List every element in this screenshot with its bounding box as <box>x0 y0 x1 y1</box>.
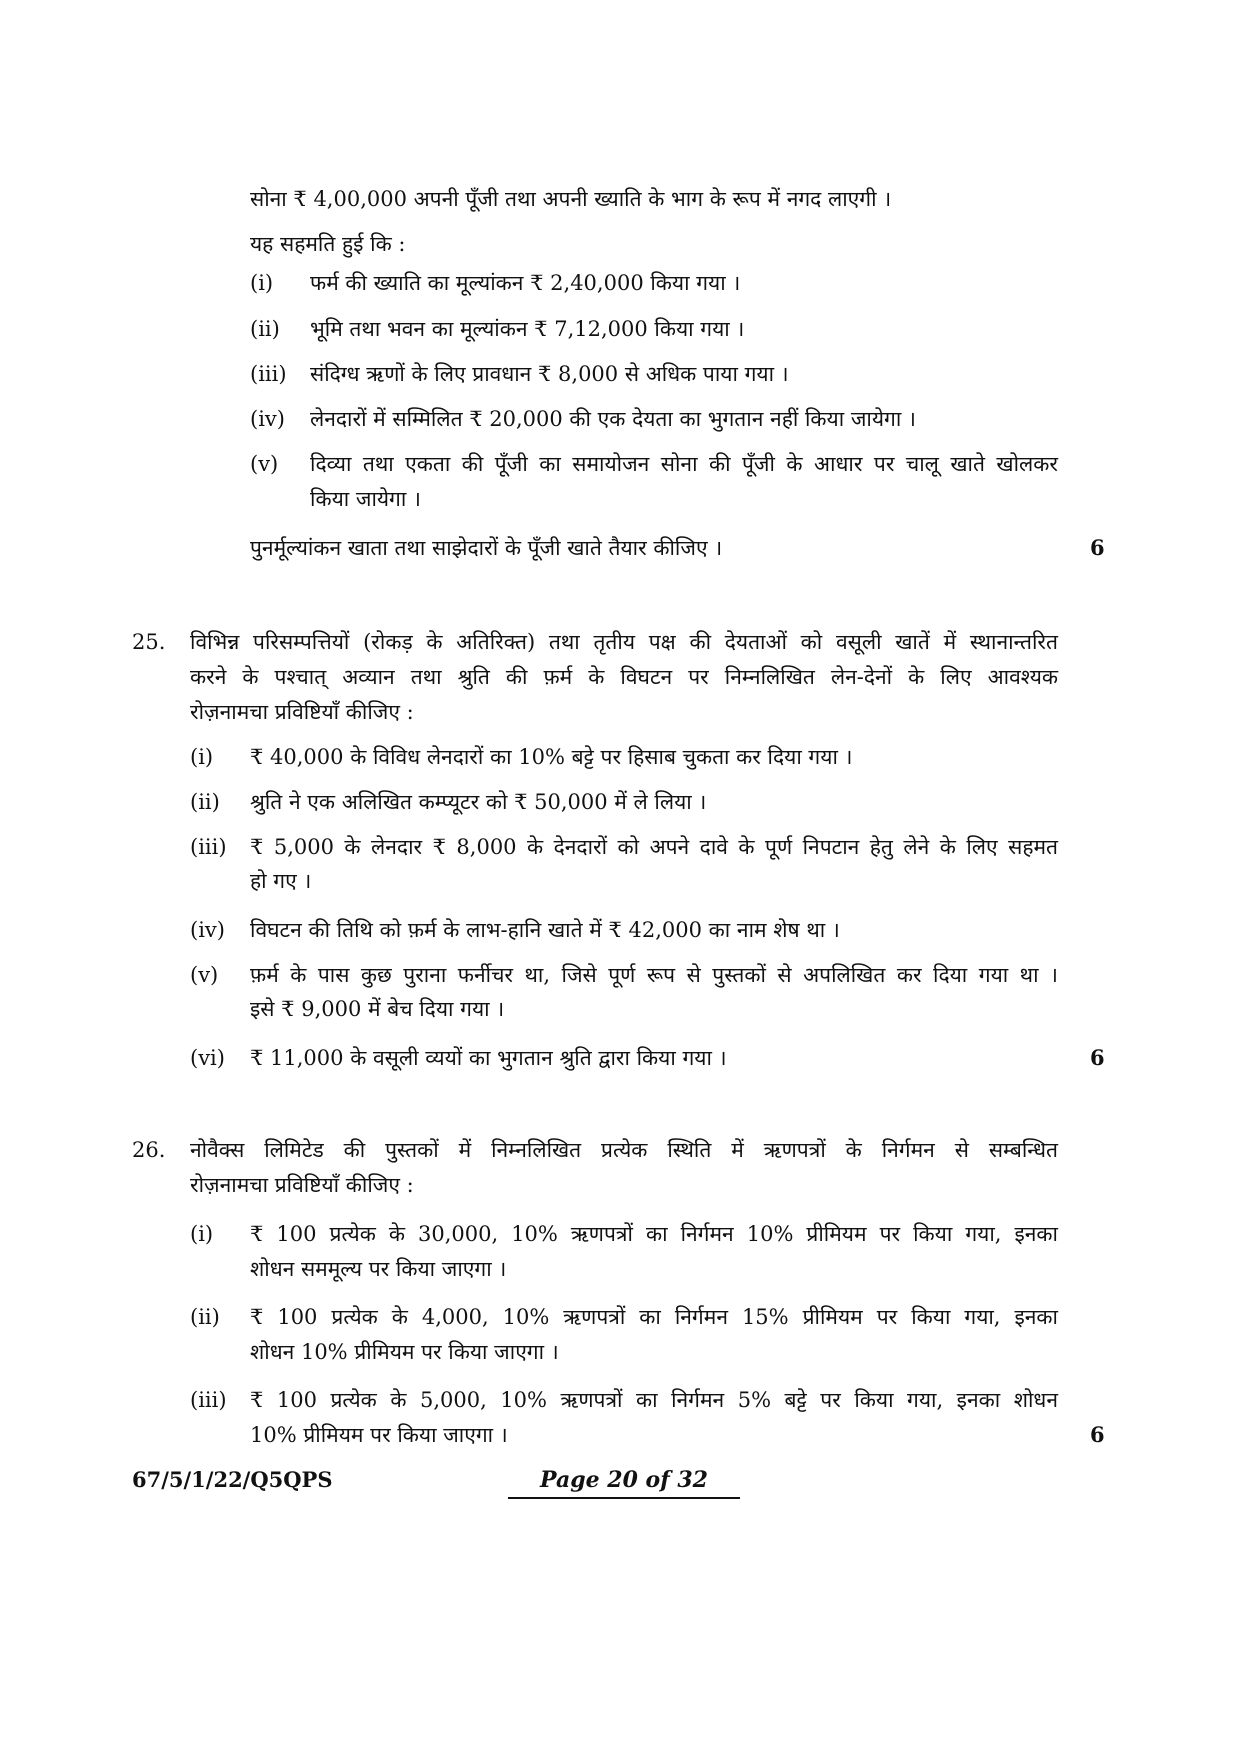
q25-item-text-cont: हो गए । <box>250 869 312 893</box>
q25-item-num: (vi) <box>190 1046 225 1070</box>
q25-item-text: ₹ 11,000 के वसूली व्ययों का भुगतान श्रुति द्वारा किया गया । <box>250 1046 727 1070</box>
q26-text: रोज़नामचा प्रविष्टियाँ कीजिए : <box>190 1173 414 1197</box>
q25-item-num: (i) <box>190 745 214 769</box>
paper-code: 67/5/1/22/Q5QPS <box>132 1467 333 1492</box>
q25-text: करने के पश्चात् अव्यान तथा श्रुति की फ़र्म के विघटन पर निम्नलिखित लेन-देनों के लिए आवश्यक <box>190 665 1058 689</box>
q25-item-text: ₹ 40,000 के विविध लेनदारों का 10% बट्टे पर हिसाब चुकता कर दिया गया । <box>250 745 853 769</box>
q24-item-num: (iv) <box>250 407 285 431</box>
q24-item-text: संदिग्ध ऋणों के लिए प्रावधान ₹ 8,000 से अधिक पाया गया । <box>310 362 789 386</box>
q24-agreed: यह सहमति हुई कि : <box>250 232 406 256</box>
q25-item-text-cont: इसे ₹ 9,000 में बेच दिया गया । <box>250 997 505 1021</box>
q26-item-text: ₹ 100 प्रत्येक के 5,000, 10% ऋणपत्रों का निर्गमन 5% बट्टे पर किया गया, इनका शोधन <box>250 1388 1058 1412</box>
q24-item-num: (i) <box>250 271 274 295</box>
q25-text: विभिन्न परिसम्पत्तियों (रोकड़ के अतिरिक्त) तथा तृतीय पक्ष की देयताओं को वसूली खातें में स्थानान्तरित <box>190 630 1058 654</box>
q24-item-text: दिव्या तथा एकता की पूँजी का समायोजन सोना की पूँजी के आधार पर चालू खाते खोलकर <box>310 452 1058 476</box>
q24-item-num: (v) <box>250 452 279 476</box>
q26-item-num: (ii) <box>190 1305 220 1329</box>
q25-item-text: ₹ 5,000 के लेनदार ₹ 8,000 के देनदारों को अपने दावे के पूर्ण निपटान हेतु लेने के लिए सहमत <box>250 835 1058 859</box>
q24-instruction: पुनर्मूल्यांकन खाता तथा साझेदारों के पूँजी खाते तैयार कीजिए । <box>250 536 723 560</box>
q24-item-text: फर्म की ख्याति का मूल्यांकन ₹ 2,40,000 किया गया । <box>310 271 741 295</box>
q25-item-num: (iii) <box>190 835 227 859</box>
q26-item-num: (i) <box>190 1222 214 1246</box>
q25-item-num: (v) <box>190 963 219 987</box>
page-number: Page 20 of 32 <box>540 1467 708 1493</box>
q25-item-text: श्रुति ने एक अलिखित कम्प्यूटर को ₹ 50,000 में ले लिया । <box>250 790 707 814</box>
q26-marks: 6 <box>1090 1422 1105 1447</box>
q25-text: रोज़नामचा प्रविष्टियाँ कीजिए : <box>190 700 414 724</box>
q25-number: 25. <box>132 630 166 654</box>
q26-item-num: (iii) <box>190 1388 227 1412</box>
q25-item-text: फ़र्म के पास कुछ पुराना फर्नीचर था, जिसे पूर्ण रूप से पुस्तकों से अपलिखित कर दिया गया था । <box>250 963 1058 987</box>
q26-item-text: ₹ 100 प्रत्येक के 30,000, 10% ऋणपत्रों का निर्गमन 10% प्रीमियम पर किया गया, इनका <box>250 1222 1058 1246</box>
q25-item-text: विघटन की तिथि को फ़र्म के लाभ-हानि खाते में ₹ 42,000 का नाम शेष था । <box>250 918 840 942</box>
q24-item-num: (ii) <box>250 317 280 341</box>
q26-number: 26. <box>132 1138 166 1162</box>
q26-item-text-cont: 10% प्रीमियम पर किया जाएगा । <box>250 1423 508 1447</box>
q24-item-num: (iii) <box>250 362 287 386</box>
q24-item-text: भूमि तथा भवन का मूल्यांकन ₹ 7,12,000 किया गया । <box>310 317 745 341</box>
footer-underline <box>508 1497 740 1499</box>
q26-item-text-cont: शोधन 10% प्रीमियम पर किया जाएगा । <box>250 1340 559 1364</box>
q25-marks: 6 <box>1090 1045 1105 1070</box>
q26-text: नोवैक्स लिमिटेड की पुस्तकों में निम्नलिखित प्रत्येक स्थिति में ऋणपत्रों के निर्गमन से सम्बन्धित <box>190 1138 1058 1162</box>
q24-item-text-cont: किया जायेगा । <box>310 487 421 511</box>
q25-item-num: (iv) <box>190 918 225 942</box>
q26-item-text: ₹ 100 प्रत्येक के 4,000, 10% ऋणपत्रों का निर्गमन 15% प्रीमियम पर किया गया, इनका <box>250 1305 1058 1329</box>
q24-marks: 6 <box>1090 535 1105 560</box>
q26-item-text-cont: शोधन सममूल्य पर किया जाएगा । <box>250 1257 507 1281</box>
q24-intro: सोना ₹ 4,00,000 अपनी पूँजी तथा अपनी ख्याति के भाग के रूप में नगद लाएगी । <box>250 187 892 211</box>
q25-item-num: (ii) <box>190 790 220 814</box>
q24-item-text: लेनदारों में सम्मिलित ₹ 20,000 की एक देयता का भुगतान नहीं किया जायेगा । <box>310 407 916 431</box>
